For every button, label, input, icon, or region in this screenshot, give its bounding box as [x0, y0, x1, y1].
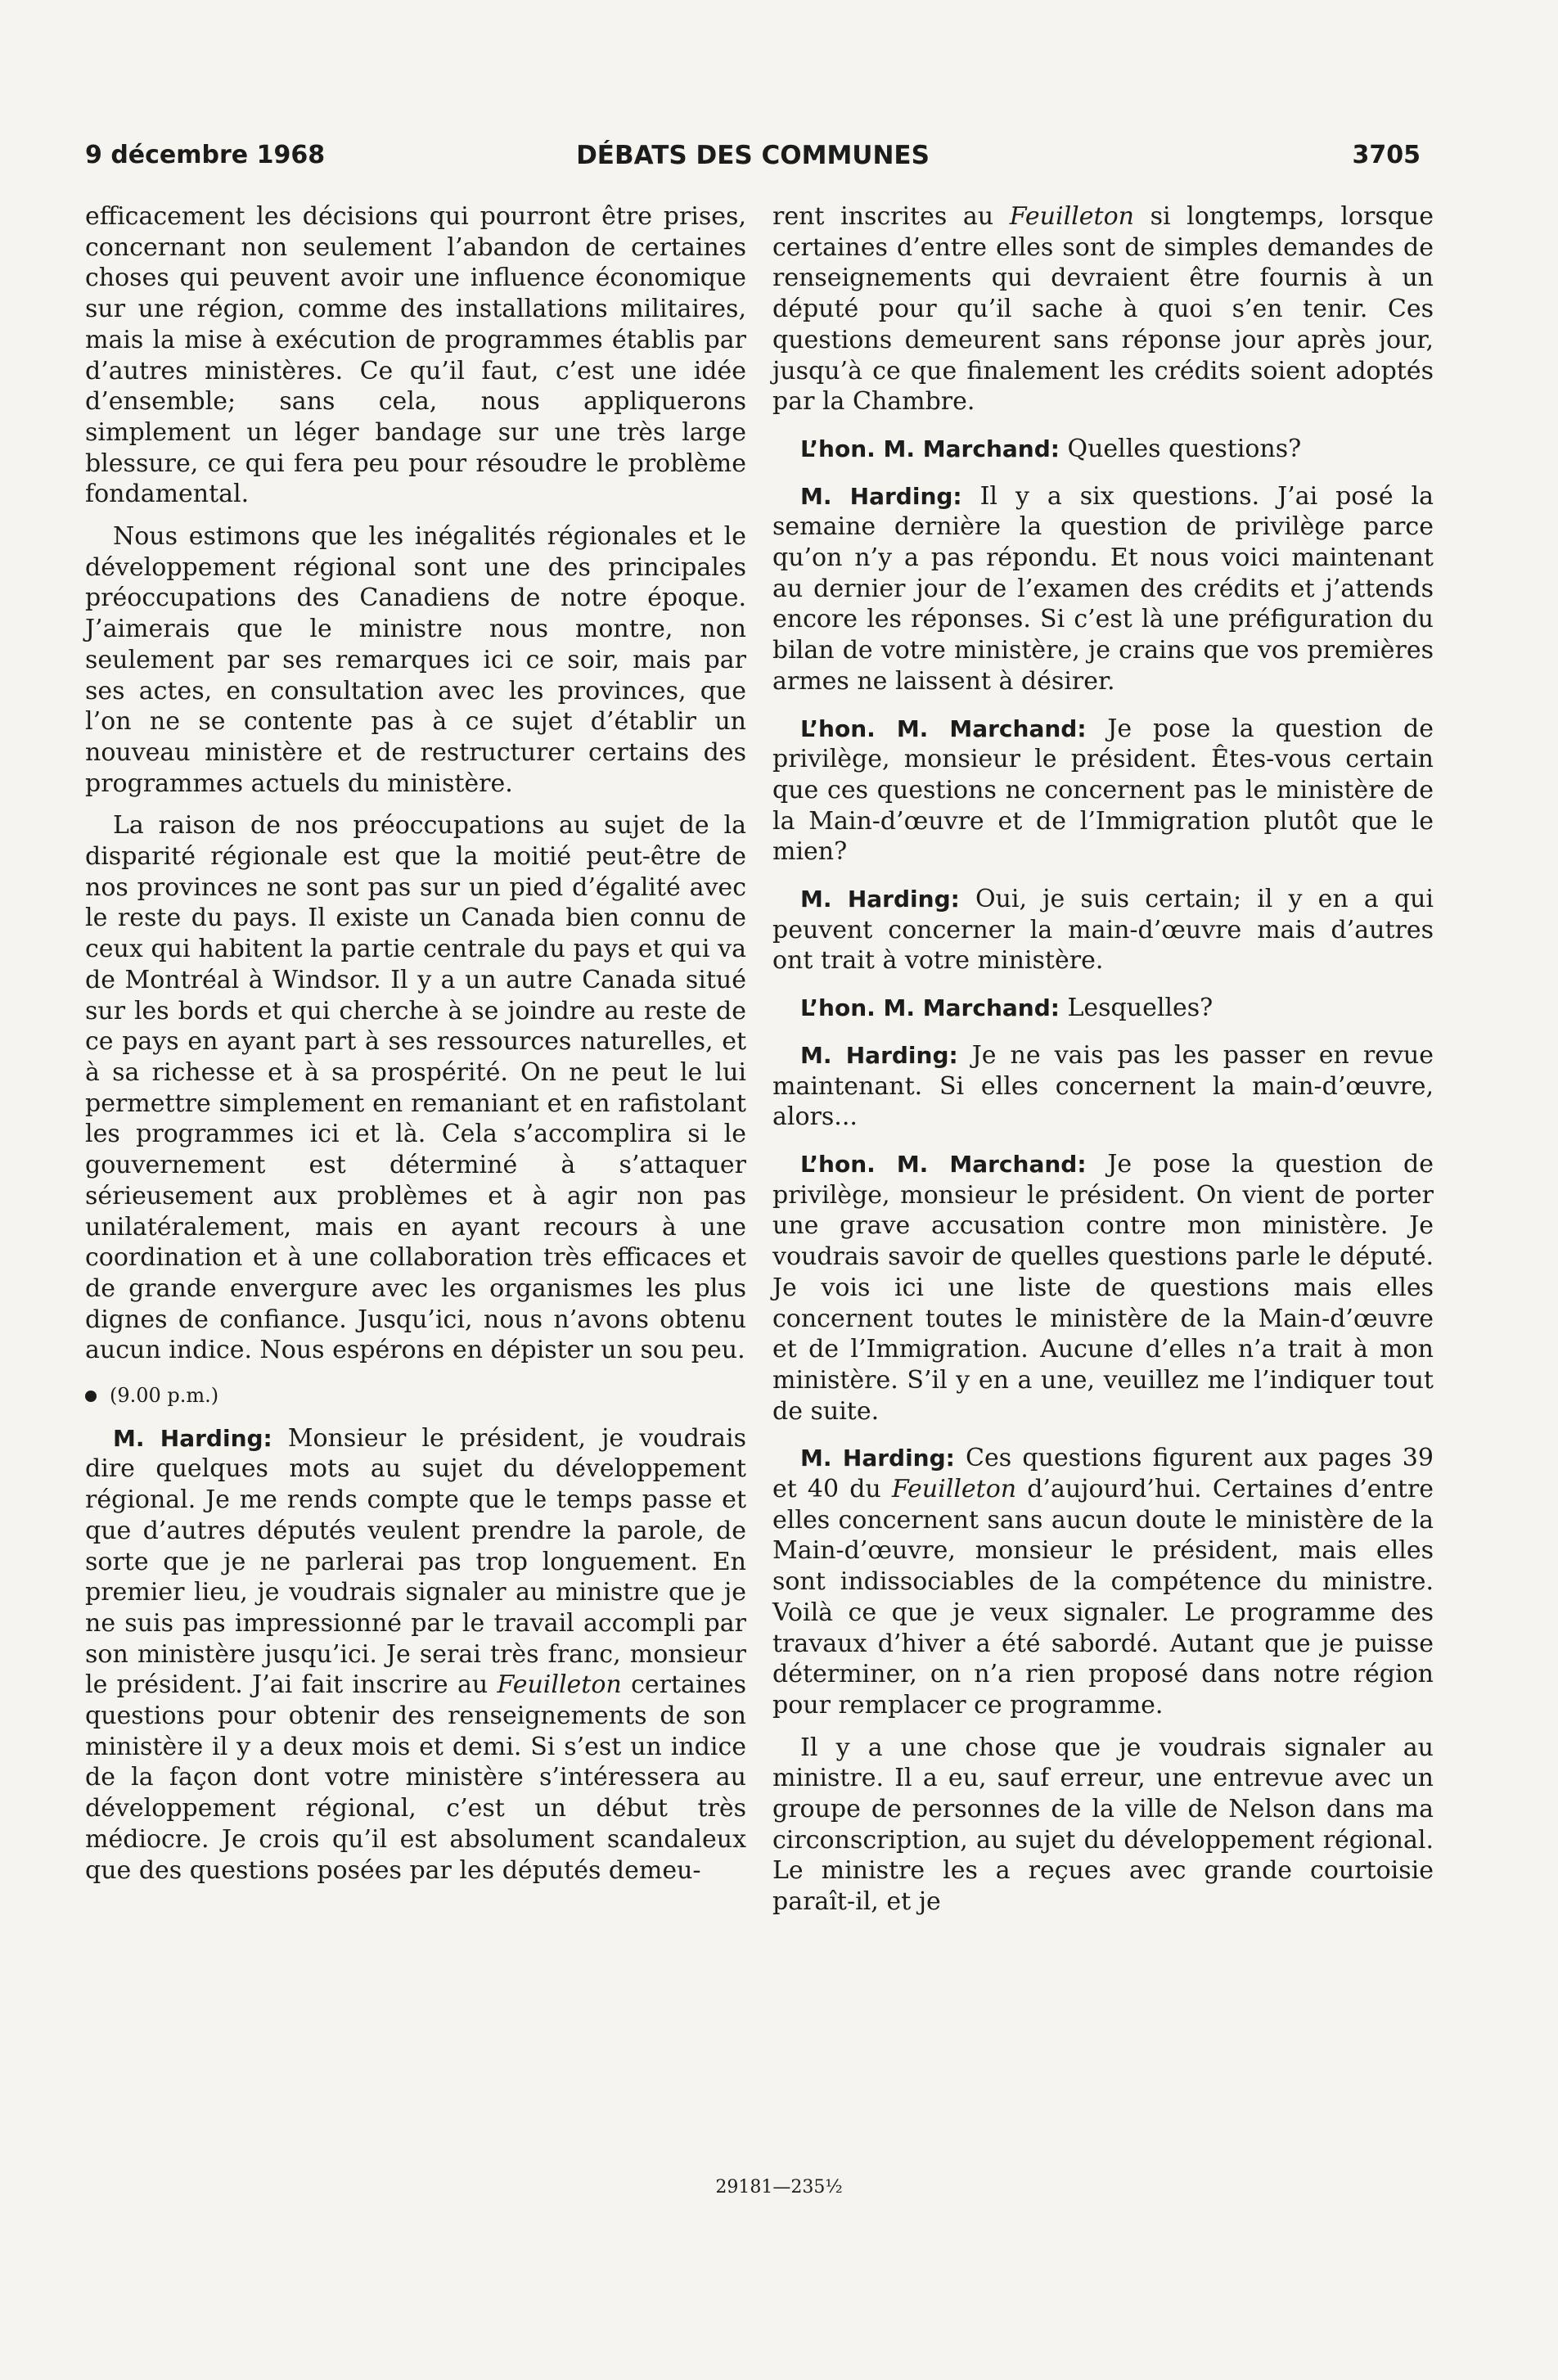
- italic-title: Feuilleton: [891, 1475, 1017, 1504]
- speaker-name: M. Harding:: [800, 1041, 958, 1069]
- italic-title: Feuilleton: [1009, 202, 1134, 231]
- running-head: [85, 141, 1421, 178]
- speech-text: Lesquelles?: [1059, 994, 1214, 1023]
- speech: [772, 884, 1434, 976]
- speech: [85, 1423, 746, 1886]
- speaker-name: M. Harding:: [113, 1424, 272, 1452]
- speech-text: si longtemps, lorsque certaines d’entre elles sont de simples demandes de renseignements qui devraient être fournis à un député pour qu’il sache à quoi s’en tenir. Ces questions demeurent sans réponse jour après jour, jusqu’à ce que finalement les crédits soient adoptés par la Chambre.: [772, 202, 1434, 417]
- speech-text: certaines questions pour obtenir des renseignements de son ministère il y a deux mois et demi. Si s’est un indice de la façon dont votre ministère s’intéressera au développement régional, c’est un début très médiocre. Je crois qu’il est absolument scandaleux que des questions posées par les députés demeu-: [85, 1670, 746, 1885]
- time-stamp: (9.00 p.m.): [110, 1384, 219, 1408]
- paragraph: [772, 201, 1434, 417]
- speaker-name: M. Harding:: [800, 886, 960, 913]
- speech-text: Oui, je suis certain; il y en a qui peuvent concerner la main-d’œuvre mais d’autres ont trait à votre ministère.: [772, 885, 1434, 976]
- page-number: 3705: [1352, 141, 1421, 169]
- speech-text: Je pose la question de privilège, monsieur le président. On vient de porter une grave accusation contre mon ministère. Je voudrais savoir de quelles questions parle le député. Je vois ici une liste de questions mais elles concernent toutes le ministère de la Main-d’œuvre et de l’Immigration. Aucune d’elles n’a trait à mon ministère. S’il y en a une, veuillez me l’indiquer tout de suite.: [772, 1149, 1434, 1426]
- left-column: [85, 201, 746, 1886]
- speech: [772, 714, 1434, 868]
- speech-text: rent inscrites au: [772, 202, 1010, 231]
- paragraph: Nous estimons que les inégalités régionales et le développement régional sont une des principales préoccupations des Canadiens de notre époque. J’aimerais que le ministre nous montre, non seulement par ses remarques ici ce soir, mais par ses actes, en consultation avec les provinces, que l’on ne se contente pas à ce sujet d’établir un nouveau ministère et de restructurer certains des programmes actuels du ministère.: [85, 522, 746, 798]
- italic-title: Feuilleton: [497, 1670, 622, 1700]
- speech: [772, 481, 1434, 697]
- speech: [772, 1443, 1434, 1720]
- speaker-name: L’hon. M. Marchand:: [800, 714, 1087, 742]
- speech-text: d’aujourd’hui. Certaines d’entre elles concernent sans aucun doute le ministère de la Main-d’œuvre, monsieur le président, mais elles sont indissociables de la compétence du ministre. Voilà ce que je veux signaler. Le programme des travaux d’hiver a été sabordé. Autant que je puisse déterminer, on n’a rien proposé dans notre région pour remplacer ce programme.: [772, 1475, 1434, 1720]
- folio: 29181—235½: [715, 2177, 843, 2197]
- speech: [772, 1149, 1434, 1427]
- bullet-icon: [85, 1391, 97, 1402]
- speech-text: Quelles questions?: [1059, 434, 1302, 463]
- speech-text: Je pose la question de privilège, monsieur le président. Êtes-vous certain que ces questions ne concernent pas le ministère de la Main-d’œuvre et de l’Immigration plutôt que le mien?: [772, 714, 1434, 867]
- speech: [772, 993, 1434, 1024]
- speech-text: Je ne vais pas les passer en revue maintenant. Si elles concernent la main-d’œuvre, alors...: [772, 1040, 1434, 1132]
- header-title: DÉBATS DES COMMUNES: [576, 141, 930, 170]
- speaker-name: L’hon. M. Marchand:: [800, 1150, 1087, 1178]
- header-date: 9 décembre 1968: [85, 141, 326, 169]
- paragraph: La raison de nos préoccupations au sujet de la disparité régionale est que la moitié peut-être de nos provinces ne sont pas sur un pied d’égalité avec le reste du pays. Il existe un Canada bien connu de ceux qui habitent la partie centrale du pays et qui va de Montréal à Windsor. Il y a un autre Canada situé sur les bords et qui cherche à se joindre au reste de ce pays en ayant part à ses ressources naturelles, et à sa richesse et à sa prospérité. On ne peut le lui permettre simplement en remaniant et en rafistolant les programmes ici et là. Cela s’accomplira si le gouvernement est déterminé à s’attaquer sérieusement aux problèmes et à agir non pas unilatéralement, mais en ayant recours à une coordination et à une collaboration très efficaces et de grande envergure avec les organismes les plus dignes de confiance. Jusqu’ici, nous n’avons obtenu aucun indice. Nous espérons en dépister un sou peu.: [85, 811, 746, 1365]
- speaker-name: M. Harding:: [800, 482, 962, 510]
- speech-text: Ces questions figurent aux pages 39 et 40 du: [772, 1444, 1434, 1504]
- speech-text: Il y a six questions. J’ai posé la semaine dernière la question de privilège parce qu’on n’y a pas répondu. Et nous voici maintenant au dernier jour de l’examen des crédits et j’attends encore les réponses. Si c’est là une préfiguration du bilan de votre ministère, je crains que vos premières armes ne laissent à désirer.: [772, 481, 1434, 696]
- paragraph: efficacement les décisions qui pourront être prises, concernant non seulement l’abandon de certaines choses qui peuvent avoir une influence économique sur une région, comme des installations militaires, mais la mise à exécution de programmes établis par d’autres ministères. Ce qu’il faut, c’est une idée d’ensemble; sans cela, nous appliquerons simplement un léger bandage sur une très large blessure, ce qui fera peu pour résoudre le problème fondamental.: [85, 202, 746, 509]
- speaker-name: L’hon. M. Marchand:: [800, 994, 1060, 1022]
- speaker-name: M. Harding:: [800, 1445, 955, 1472]
- speech: [772, 1040, 1434, 1133]
- speech-text: Monsieur le président, je voudrais dire quelques mots au sujet du développement régional. Je me rends compte que le temps passe et que d’autres députés veulent prendre la parole, de sorte que je ne parlerai pas trop longuement. En premier lieu, je voudrais signaler au ministre que je ne suis pas impressionné par le travail accompli par son ministère jusqu’ici. Je serai très franc, monsieur le président. J’ai fait inscrire au: [85, 1423, 746, 1700]
- speaker-name: L’hon. M. Marchand:: [800, 435, 1060, 462]
- speech: [772, 434, 1434, 465]
- paragraph: Il y a une chose que je voudrais signaler au ministre. Il a eu, sauf erreur, une entrevue avec un groupe de personnes de la ville de Nelson dans ma circonscription, au sujet du développement régional. Le ministre les a reçues avec grande courtoisie paraît-il, et je: [772, 1733, 1434, 1917]
- time-marker: [85, 1381, 746, 1412]
- right-column: [772, 201, 1434, 1918]
